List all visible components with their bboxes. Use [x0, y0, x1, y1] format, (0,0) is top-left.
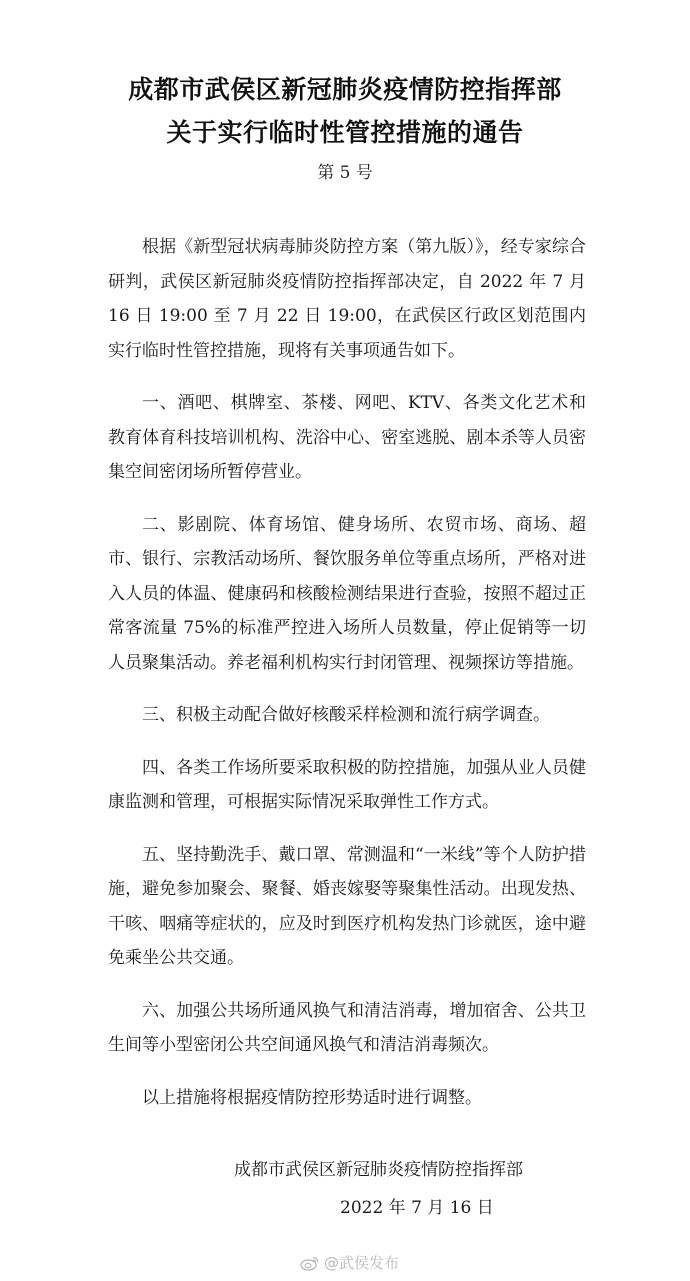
- document-body: [108, 230, 586, 1133]
- issuer-signature: 成都市武侯区新冠肺炎疫情防控指挥部: [234, 1160, 523, 1180]
- watermark-text: @武侯发布: [324, 1254, 400, 1272]
- document-number: 第 5 号: [317, 163, 373, 183]
- weibo-icon: [300, 1255, 320, 1271]
- paragraph-intro: 根据《新型冠状病毒肺炎防控方案（第九版）》，经专家综合研判，武侯区新冠肺炎疫情防控指挥部决定，自 2022 年 7 月 16 日 19:00 至 7 月 22 日 19:00，在武侯区行政区划范围内实行临时性管控措施，现将有关事项通告如下。: [108, 237, 586, 361]
- paragraph-item-3: 三、积极主动配合做好核酸采样检测和流行病学调查。: [142, 705, 550, 725]
- paragraph-item-6: 六、加强公共场所通风换气和清洁消毒，增加宿舍、公共卫生间等小型密闭公共空间通风换气和清洁消毒频次。: [108, 1000, 586, 1055]
- paragraph-item-2: 二、影剧院、体育场馆、健身场所、农贸市场、商场、超市、银行、宗教活动场所、餐饮服务单位等重点场所，严格对进入人员的体温、健康码和核酸检测结果进行查验，按照不超过正常客流量 75%的标准严控进入场所人员数量，停止促销等一切人员聚集活动。养老福利机构实行封闭管理、视频探访等措施。: [108, 514, 586, 673]
- issue-date: 2022 年 7 月 16 日: [340, 1198, 494, 1218]
- paragraph-item-1: 一、酒吧、棋牌室、茶楼、网吧、KTV、各类文化艺术和教育体育科技培训机构、洗浴中心、密室逃脱、剧本杀等人员密集空间密闭场所暂停营业。: [108, 393, 586, 482]
- paragraph-closing: 以上措施将根据疫情防控形势适时进行调整。: [142, 1087, 482, 1108]
- weibo-watermark: [300, 1252, 399, 1273]
- document-title-line2: 关于实行临时性管控措施的通告: [166, 118, 524, 147]
- document-title-line1: 成都市武侯区新冠肺炎疫情防控指挥部: [128, 75, 562, 104]
- paragraph-item-5: 五、坚持勤洗手、戴口罩、常测温和“一米线”等个人防护措施，避免参加聚会、聚餐、婚丧嫁娶等聚集性活动。出现发热、干咳、咽痛等症状的，应及时到医疗机构发热门诊就医，途中避免乘坐公共交通。: [108, 844, 586, 968]
- paragraph-item-4: 四、各类工作场所要采取积极的防控措施，加强从业人员健康监测和管理，可根据实际情况采取弹性工作方式。: [108, 757, 586, 812]
